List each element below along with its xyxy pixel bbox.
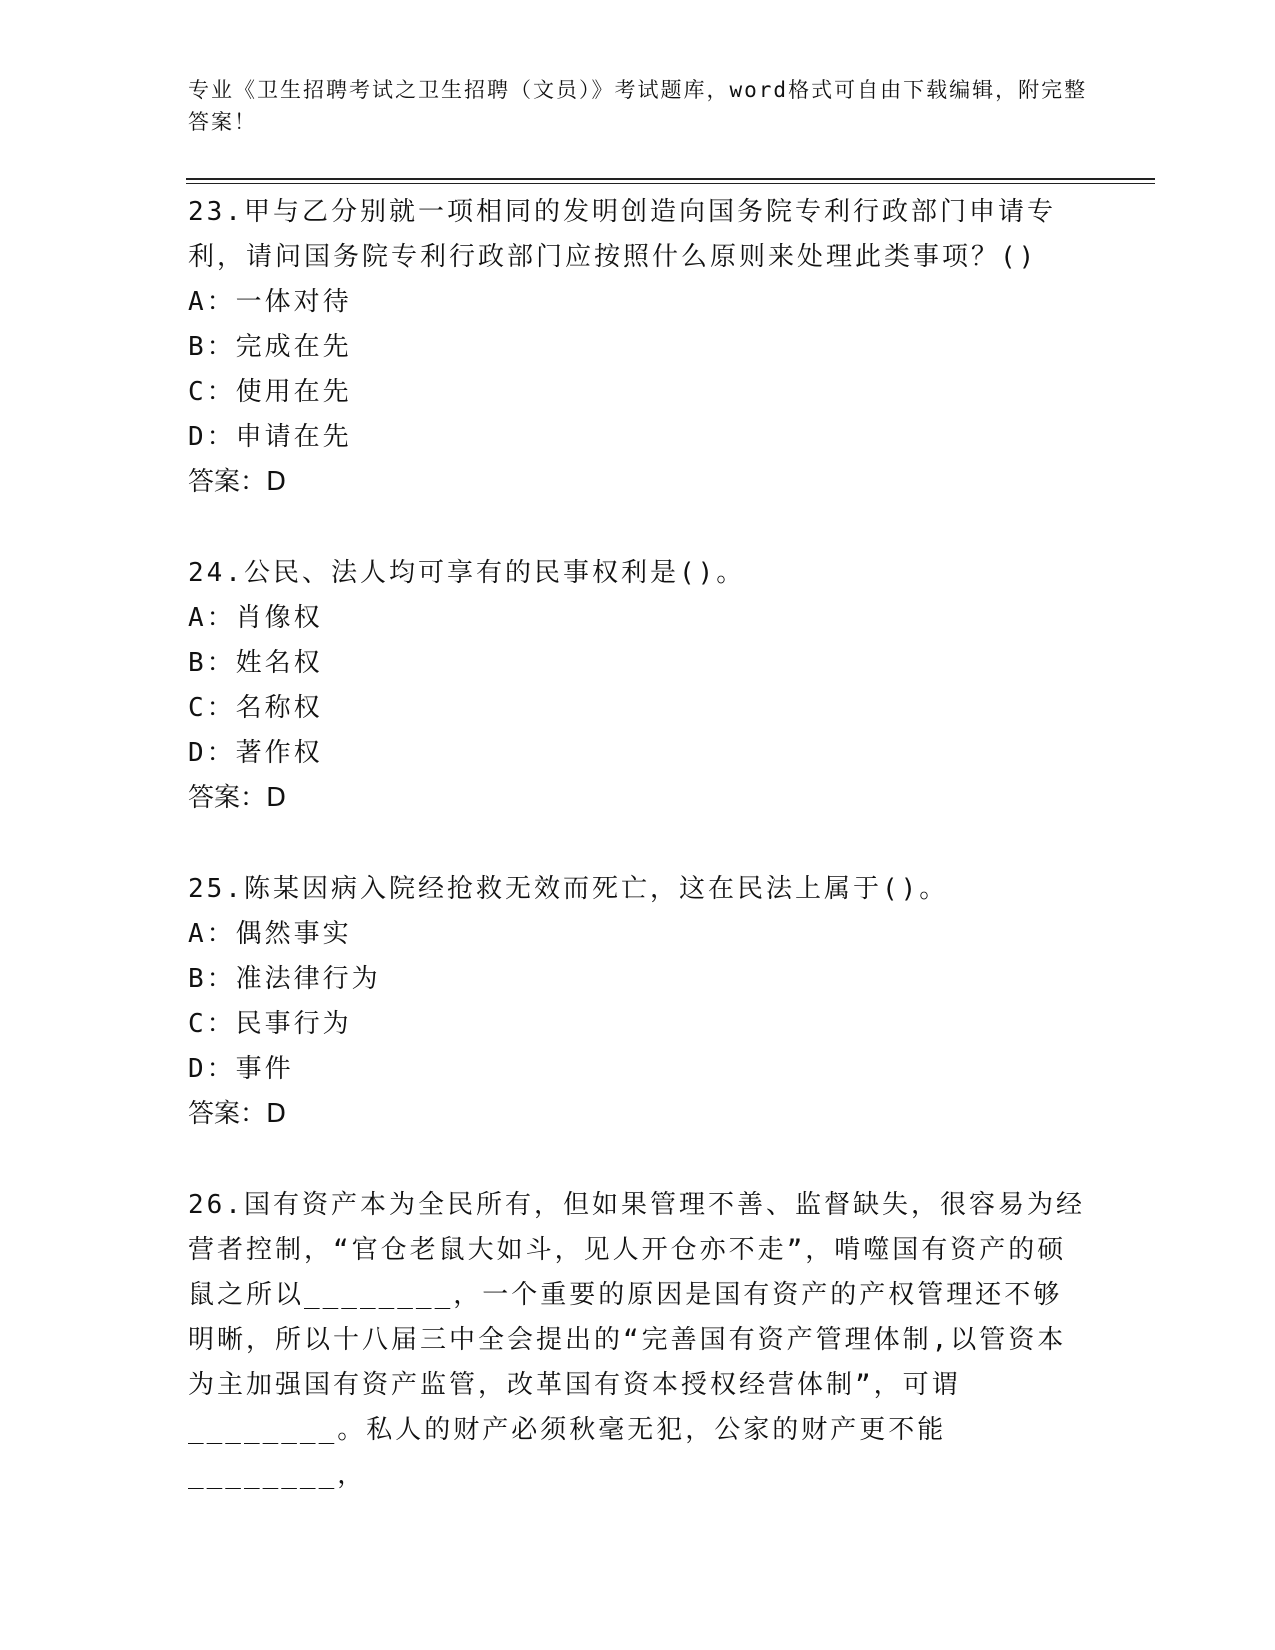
option-a: A：偶然事实 xyxy=(188,919,352,949)
option-c: C：名称权 xyxy=(188,693,323,723)
option-d: D：事件 xyxy=(188,1054,294,1084)
question-24 xyxy=(188,551,1088,821)
option-d: D：申请在先 xyxy=(188,422,352,452)
question-25 xyxy=(188,867,1088,1137)
answer: 答案：D xyxy=(188,1099,287,1129)
header-divider-thin xyxy=(186,183,1155,184)
option-a: A：一体对待 xyxy=(188,287,352,317)
option-c: C：民事行为 xyxy=(188,1009,352,1039)
option-b: B：准法律行为 xyxy=(188,964,381,994)
option-d: D：著作权 xyxy=(188,738,323,768)
header-divider-thick xyxy=(186,178,1155,180)
question-26 xyxy=(188,1183,1088,1498)
question-stem: 26.国有资产本为全民所有，但如果管理不善、监督缺失，很容易为经营者控制，“官仓老鼠大如斗，见人开仓亦不走”，啃噬国有资产的硕鼠之所以________，一个重要的原因是国有资产的产权管理还不够明晰，所以十八届三中全会提出的“完善国有资产管理体制,以管资本为主加强国有资产监管，改革国有资本授权经营体制”，可谓________。私人的财产必须秋毫无犯，公家的财产更不能________， xyxy=(188,1190,1085,1490)
document-header: 专业《卫生招聘考试之卫生招聘（文员）》考试题库，word格式可自由下载编辑，附完整答案！ xyxy=(188,78,1088,134)
question-list xyxy=(188,190,1088,1544)
answer: 答案：D xyxy=(188,783,287,813)
answer: 答案：D xyxy=(188,467,287,497)
option-b: B：完成在先 xyxy=(188,332,352,362)
option-c: C：使用在先 xyxy=(188,377,352,407)
question-23 xyxy=(188,190,1088,505)
option-b: B：姓名权 xyxy=(188,648,323,678)
question-stem: 25.陈某因病入院经抢救无效而死亡，这在民法上属于()。 xyxy=(188,874,949,904)
question-stem: 24.公民、法人均可享有的民事权利是()。 xyxy=(188,558,746,588)
option-a: A：肖像权 xyxy=(188,603,323,633)
question-stem: 23.甲与乙分别就一项相同的发明创造向国务院专利行政部门申请专利，请问国务院专利行政部门应按照什么原则来处理此类事项？() xyxy=(188,197,1056,272)
